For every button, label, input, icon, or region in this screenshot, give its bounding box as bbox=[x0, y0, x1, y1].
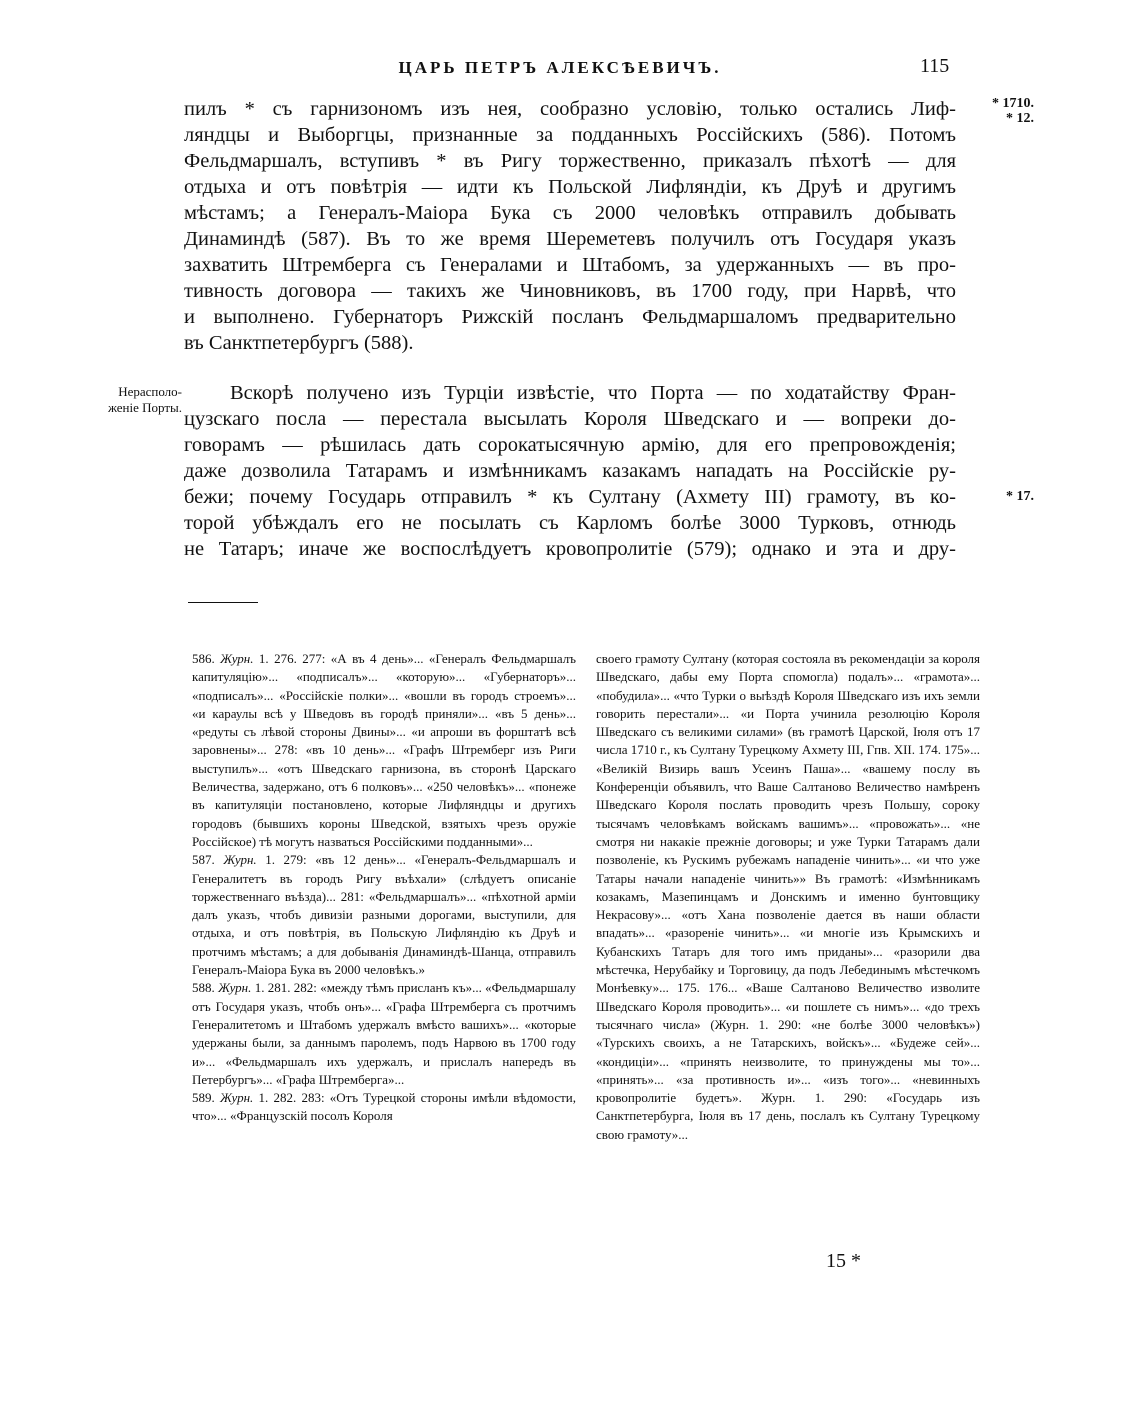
page-header-title: ЦАРЬ ПЕТРЪ АЛЕКСѢЕВИЧЪ. bbox=[398, 58, 722, 77]
text-line: даже дозволила Татарамъ и измѣнникамъ казакамъ нападать на Россійскіе ру- bbox=[184, 460, 956, 482]
main-paragraph-1 bbox=[184, 96, 956, 356]
footnote-continuation: своего грамоту Султану (которая состояла въ рекомендаціи за короля Шведскаго, дабы ему Порта спомогла) подалъ»... «грамота»... «побудила»... «что Турки о выѣздѣ Короля Шведскаго изъ ихъ земли говорить перестали»... «и Порта учинила резолюцію Короля Шведскаго съ великими силами» (въ грамотѣ Царской, Іюля отъ 17 числа 1710 г., къ Султану Турецкому Ахмету III, Гпв. XII. 174. 175»... «Великій Визирь вашъ Усеинъ Паша»... «вашему послу въ Конференціи объявилъ, что Ваше Салтаново Величество намѣренъ Шведскаго Короля послать проводить чрезъ Польшу, сороку тысячамъ человѣкамъ войскамъ вашимъ»... «провожать»... «не смотря ни накакіе прежніе договоры; и уже Турки Татарамъ дали позволеніе, къ Рускимъ рубежамъ нападеніе чинить»... «и что уже Татары начали нападеніе чинить»» Въ грамотѣ: «Измѣнникамъ козакамъ, Мазепинцамъ и Донскимъ и именно бунтовщику Некрасову»... «отъ Хана позволеніе дается въ наши области впадать»... «разореніе чинить»... «и многіе изъ Крымскихъ и Кубанскихъ Татаръ для того имъ приданы»... «разорили два мѣстечка, Нерубайку и Торговицу, да подъ Лебединымъ мѣстечкомъ Монѣевку»... 175. 176... «Ваше Салтаново Величество изволите Шведскаго Короля проводить»... «и пошлете съ нимъ»... «до трехъ тысячнаго числа» (Журн. 1. 290: «не болѣе 3000 человѣкъ») «Турскихъ своихъ, а не Татарскихъ, войскъ»... «Будеже сей»... «кондиціи»... «принять неизволите, то принуждены мы то»... «принять»... «за противность и»... «изъ того»... «невинныхъ кровопролитіе будетъ». Журн. 1. 290: «Государь изъ Санктпетербурга, Іюля въ 17 день, послалъ къ Султану Турецкому свою грамоту»... bbox=[596, 651, 980, 1142]
footnote-588: 588. Журн. 1. 281. 282: «между тѣмъ присланъ къ»... «Фельдмаршалу отъ Государя указъ, чтобъ онъ»... «Графа Штремберга съ протчимъ Генералитетомъ и Штабомъ удержалъ вмѣсто вашихъ»... «которые удержаны были, за даннымъ паролемъ, подъ Нарвою въ 1700 году и»... «Фельдмаршалъ ихъ удержалъ, и прислалъ напередъ въ Петербургъ»... «Графа Штремберга»... bbox=[192, 980, 576, 1087]
footnote-587: 587. Журн. 1. 279: «въ 12 день»... «Генералъ-Фельдмаршалъ и Генералитетъ въ городъ Ригу въѣхали» (слѣдуетъ описаніе торжественнаго въѣзда)... 281: «Фельдмаршалъ»... «пѣхотной арміи далъ указъ, чтобъ дивизіи разными дорогами, выступили, для отдыха, и отъ повѣтрія, въ Польскую Лифляндію къ Друѣ и протчимъ мѣстамъ; а для добыванія Динаминдѣ-Шанца, отправилъ Генералъ-Маіора Бука въ 2000 человѣкъ.» bbox=[192, 852, 577, 978]
text-line: Фельдмаршалъ, вступивъ * въ Ригу торжественно, приказалъ пѣхотѣ — для bbox=[184, 150, 956, 172]
footnote-586: 586. Журн. 1. 276. 277: «А въ 4 день»... «Генералъ Фельдмаршалъ капитуляцію»... «подписалъ»... «которую»... «Губернаторъ»... «подписалъ»... «Россійскіе полки»... «вошли въ городъ строемъ»... «и караулы всѣ у Шведовъ въ городѣ приняли»... «въ 5 день»... «редуты съ лѣвой стороны Двины»... «и апроши въ форштатѣ всѣ заровнены»... 278: «въ 10 день»... «Графъ Штремберг изъ Риги выступилъ»... «отъ Шведскаго гарнизона, въ сторонѣ Царскаго Величества, задержано, отъ 6 полковъ»... «250 человѣкъ»... «понеже въ капитуляціи постановлено, которые Лифляндцы и другихъ городовъ (бывшихъ короны Шведской, взятыхъ чрезъ оружіе Россійское) тѣ могутъ назваться Россійскими подданными»... bbox=[192, 651, 576, 849]
margin-note-line-1: Нерасполо- bbox=[118, 384, 182, 399]
text-line: тивность договора — такихъ же Чиновниковъ, въ 1700 году, при Нарвѣ, что bbox=[184, 280, 956, 302]
text-line: не Татаръ; иначе же воспослѣдуетъ кровопролитіе (579); однако и эта и дру- bbox=[184, 538, 956, 560]
margin-note-line-2: женіе Порты. bbox=[107, 400, 182, 415]
text-line: захватить Штремберга съ Генералами и Штабомъ, за удержанныхъ — въ про- bbox=[184, 254, 956, 276]
text-line: цузскаго посла — перестала высылать Короля Шведскаго и — вопреки до- bbox=[184, 408, 956, 430]
margin-note bbox=[80, 384, 182, 416]
margin-date-1710: * 1710. bbox=[992, 96, 1034, 111]
text-line: бежи; почему Государь отправилъ * къ Султану (Ахмету III) грамоту, въ ко- bbox=[184, 486, 956, 508]
signature-mark: 15 * bbox=[826, 1250, 861, 1272]
footnotes-right-column bbox=[596, 650, 980, 1144]
text-line: въ Санктпетербургъ (588). bbox=[184, 332, 414, 354]
text-line: говорамъ — рѣшилась дать сорокатысячную армію, для его препровожденія; bbox=[184, 434, 956, 456]
footnotes-left-column bbox=[192, 650, 576, 1126]
text-line: мѣстамъ; а Генералъ-Маіора Бука съ 2000 человѣкъ отправилъ добывать bbox=[184, 202, 956, 224]
text-line: отдыха и отъ повѣтрія — идти къ Польской Лифляндіи, къ Друѣ и другимъ bbox=[184, 176, 956, 198]
text-line: Динаминдѣ (587). Въ то же время Шереметевъ получилъ отъ Государя указъ bbox=[184, 228, 956, 250]
page-number: 115 bbox=[920, 55, 950, 77]
text-line: ляндцы и Выборгцы, признанные за подданныхъ Россійскихъ (586). Потомъ bbox=[184, 124, 956, 146]
footnote-divider bbox=[188, 602, 258, 603]
margin-date-12: * 12. bbox=[1006, 111, 1034, 126]
footnote-589: 589. Журн. 1. 282. 283: «Отъ Турецкой стороны имѣли вѣдомости, что»... «Французскій посолъ Короля bbox=[192, 1090, 576, 1124]
text-line: Вскорѣ получено изъ Турціи извѣстіе, что Порта — по ходатайству Фран- bbox=[230, 382, 956, 404]
margin-date-17: * 17. bbox=[1006, 489, 1034, 504]
text-line: торой убѣждалъ его не посылать съ Карломъ болѣе 3000 Турковъ, отнюдь bbox=[184, 512, 956, 534]
text-line: и выполнено. Губернаторъ Рижскій посланъ Фельдмаршаломъ предварительно bbox=[184, 306, 956, 328]
text-line: пилъ * съ гарнизономъ изъ нея, сообразно условію, только остались Лиф- bbox=[184, 98, 956, 120]
main-paragraph-2 bbox=[184, 380, 956, 562]
